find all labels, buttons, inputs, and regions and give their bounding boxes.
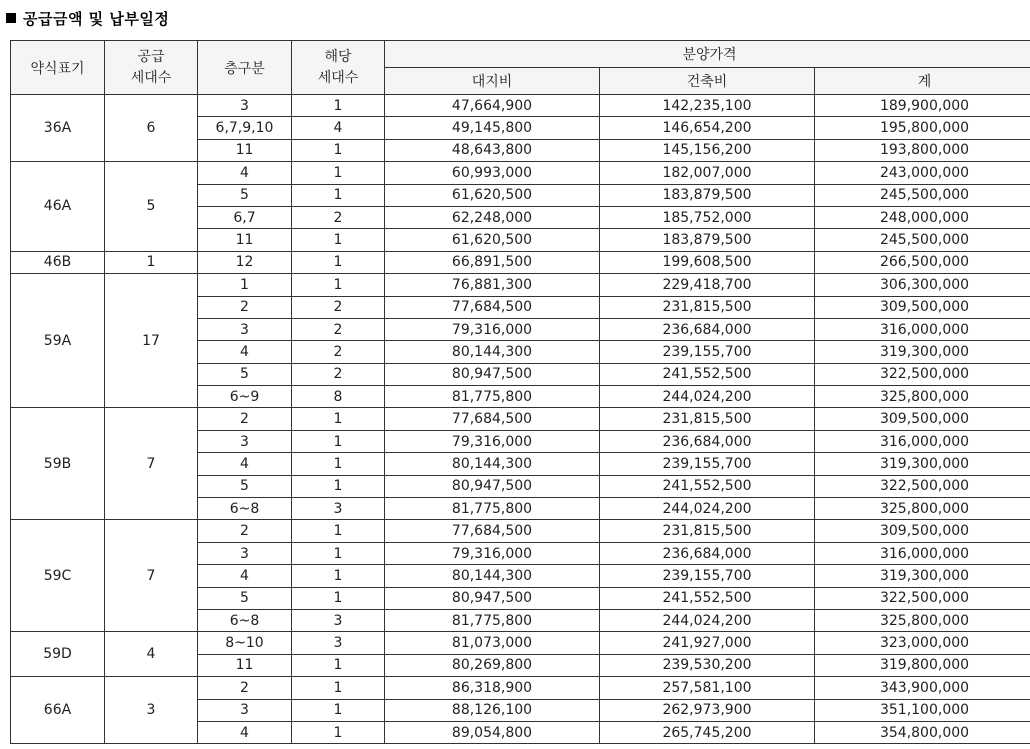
floor-cell: 2 xyxy=(198,677,292,699)
land-price-cell: 89,054,800 xyxy=(385,721,600,743)
header-building: 건축비 xyxy=(600,68,815,95)
count-cell: 1 xyxy=(292,520,385,542)
header-count-line1: 해당 xyxy=(324,48,352,65)
price-table-body xyxy=(11,95,1030,744)
land-price-cell: 62,248,000 xyxy=(385,206,600,228)
count-cell: 1 xyxy=(292,430,385,452)
count-cell: 2 xyxy=(292,363,385,385)
building-price-cell: 244,024,200 xyxy=(600,386,815,408)
building-price-cell: 185,752,000 xyxy=(600,206,815,228)
land-price-cell: 77,684,500 xyxy=(385,296,600,318)
square-bullet-icon xyxy=(6,13,16,23)
land-price-cell: 77,684,500 xyxy=(385,520,600,542)
header-total: 계 xyxy=(815,68,1030,95)
count-cell: 1 xyxy=(292,654,385,676)
building-price-cell: 244,024,200 xyxy=(600,498,815,520)
land-price-cell: 79,316,000 xyxy=(385,318,600,340)
building-price-cell: 236,684,000 xyxy=(600,430,815,452)
floor-cell: 3 xyxy=(198,430,292,452)
floor-cell: 5 xyxy=(198,184,292,206)
total-price-cell: 193,800,000 xyxy=(815,139,1030,161)
land-price-cell: 80,144,300 xyxy=(385,565,600,587)
floor-cell: 3 xyxy=(198,95,292,117)
supply-units-cell: 7 xyxy=(105,408,198,520)
total-price-cell: 322,500,000 xyxy=(815,475,1030,497)
header-land: 대지비 xyxy=(385,68,600,95)
building-price-cell: 239,530,200 xyxy=(600,654,815,676)
header-count xyxy=(292,41,385,95)
count-cell: 1 xyxy=(292,162,385,184)
floor-cell: 11 xyxy=(198,139,292,161)
header-type: 약식표기 xyxy=(11,41,105,95)
building-price-cell: 257,581,100 xyxy=(600,677,815,699)
land-price-cell: 80,947,500 xyxy=(385,587,600,609)
header-supply-units-line1: 공급 xyxy=(137,48,165,65)
table-row xyxy=(11,677,1030,699)
supply-units-cell: 7 xyxy=(105,520,198,632)
total-price-cell: 316,000,000 xyxy=(815,318,1030,340)
table-row xyxy=(11,632,1030,654)
total-price-cell: 322,500,000 xyxy=(815,363,1030,385)
table-row xyxy=(11,274,1030,296)
count-cell: 1 xyxy=(292,184,385,206)
building-price-cell: 241,927,000 xyxy=(600,632,815,654)
floor-cell: 3 xyxy=(198,699,292,721)
total-price-cell: 309,500,000 xyxy=(815,520,1030,542)
building-price-cell: 183,879,500 xyxy=(600,184,815,206)
count-cell: 3 xyxy=(292,609,385,631)
total-price-cell: 351,100,000 xyxy=(815,699,1030,721)
count-cell: 1 xyxy=(292,699,385,721)
count-cell: 1 xyxy=(292,408,385,430)
building-price-cell: 146,654,200 xyxy=(600,117,815,139)
type-cell: 59B xyxy=(11,408,105,520)
table-row xyxy=(11,251,1030,273)
count-cell: 1 xyxy=(292,565,385,587)
total-price-cell: 319,300,000 xyxy=(815,565,1030,587)
type-cell: 46A xyxy=(11,162,105,252)
land-price-cell: 80,947,500 xyxy=(385,363,600,385)
floor-cell: 4 xyxy=(198,341,292,363)
building-price-cell: 239,155,700 xyxy=(600,341,815,363)
table-row xyxy=(11,95,1030,117)
header-supply-units xyxy=(105,41,198,95)
floor-cell: 5 xyxy=(198,587,292,609)
floor-cell: 2 xyxy=(198,408,292,430)
floor-cell: 6,7 xyxy=(198,206,292,228)
building-price-cell: 182,007,000 xyxy=(600,162,815,184)
floor-cell: 8~10 xyxy=(198,632,292,654)
total-price-cell: 245,500,000 xyxy=(815,229,1030,251)
floor-cell: 1 xyxy=(198,274,292,296)
total-price-cell: 354,800,000 xyxy=(815,721,1030,743)
land-price-cell: 77,684,500 xyxy=(385,408,600,430)
floor-cell: 4 xyxy=(198,565,292,587)
land-price-cell: 76,881,300 xyxy=(385,274,600,296)
land-price-cell: 80,269,800 xyxy=(385,654,600,676)
header-price-group: 분양가격 xyxy=(385,41,1030,68)
supply-units-cell: 17 xyxy=(105,274,198,408)
building-price-cell: 244,024,200 xyxy=(600,609,815,631)
supply-units-cell: 1 xyxy=(105,251,198,273)
table-row xyxy=(11,408,1030,430)
land-price-cell: 66,891,500 xyxy=(385,251,600,273)
header-supply-units-line2: 세대수 xyxy=(130,69,172,86)
total-price-cell: 306,300,000 xyxy=(815,274,1030,296)
land-price-cell: 79,316,000 xyxy=(385,430,600,452)
count-cell: 2 xyxy=(292,296,385,318)
count-cell: 2 xyxy=(292,341,385,363)
total-price-cell: 243,000,000 xyxy=(815,162,1030,184)
header-count-line2: 세대수 xyxy=(317,69,359,86)
count-cell: 1 xyxy=(292,677,385,699)
count-cell: 1 xyxy=(292,251,385,273)
type-cell: 36A xyxy=(11,95,105,162)
floor-cell: 3 xyxy=(198,542,292,564)
building-price-cell: 142,235,100 xyxy=(600,95,815,117)
building-price-cell: 183,879,500 xyxy=(600,229,815,251)
land-price-cell: 80,144,300 xyxy=(385,453,600,475)
total-price-cell: 325,800,000 xyxy=(815,609,1030,631)
land-price-cell: 81,775,800 xyxy=(385,498,600,520)
total-price-cell: 266,500,000 xyxy=(815,251,1030,273)
floor-cell: 12 xyxy=(198,251,292,273)
total-price-cell: 316,000,000 xyxy=(815,542,1030,564)
total-price-cell: 245,500,000 xyxy=(815,184,1030,206)
type-cell: 59D xyxy=(11,632,105,677)
building-price-cell: 241,552,500 xyxy=(600,363,815,385)
floor-cell: 6~9 xyxy=(198,386,292,408)
type-cell: 59C xyxy=(11,520,105,632)
land-price-cell: 81,775,800 xyxy=(385,609,600,631)
building-price-cell: 231,815,500 xyxy=(600,408,815,430)
supply-units-cell: 3 xyxy=(105,677,198,744)
floor-cell: 5 xyxy=(198,363,292,385)
type-cell: 46B xyxy=(11,251,105,273)
count-cell: 3 xyxy=(292,632,385,654)
floor-cell: 4 xyxy=(198,162,292,184)
floor-cell: 6~8 xyxy=(198,498,292,520)
supply-units-cell: 5 xyxy=(105,162,198,252)
floor-cell: 3 xyxy=(198,318,292,340)
total-price-cell: 319,300,000 xyxy=(815,341,1030,363)
floor-cell: 2 xyxy=(198,520,292,542)
count-cell: 1 xyxy=(292,475,385,497)
building-price-cell: 231,815,500 xyxy=(600,296,815,318)
count-cell: 1 xyxy=(292,542,385,564)
total-price-cell: 343,900,000 xyxy=(815,677,1030,699)
floor-cell: 6~8 xyxy=(198,609,292,631)
land-price-cell: 88,126,100 xyxy=(385,699,600,721)
land-price-cell: 60,993,000 xyxy=(385,162,600,184)
count-cell: 1 xyxy=(292,274,385,296)
land-price-cell: 48,643,800 xyxy=(385,139,600,161)
total-price-cell: 323,000,000 xyxy=(815,632,1030,654)
total-price-cell: 325,800,000 xyxy=(815,498,1030,520)
count-cell: 1 xyxy=(292,721,385,743)
land-price-cell: 81,073,000 xyxy=(385,632,600,654)
floor-cell: 11 xyxy=(198,654,292,676)
supply-units-cell: 6 xyxy=(105,95,198,162)
count-cell: 1 xyxy=(292,587,385,609)
total-price-cell: 309,500,000 xyxy=(815,408,1030,430)
floor-cell: 4 xyxy=(198,721,292,743)
building-price-cell: 231,815,500 xyxy=(600,520,815,542)
total-price-cell: 248,000,000 xyxy=(815,206,1030,228)
land-price-cell: 79,316,000 xyxy=(385,542,600,564)
total-price-cell: 195,800,000 xyxy=(815,117,1030,139)
count-cell: 3 xyxy=(292,498,385,520)
floor-cell: 11 xyxy=(198,229,292,251)
table-row xyxy=(11,162,1030,184)
total-price-cell: 189,900,000 xyxy=(815,95,1030,117)
header-floor: 층구분 xyxy=(198,41,292,95)
floor-cell: 4 xyxy=(198,453,292,475)
table-row xyxy=(11,520,1030,542)
building-price-cell: 239,155,700 xyxy=(600,565,815,587)
price-table-header xyxy=(11,41,1030,95)
count-cell: 4 xyxy=(292,117,385,139)
building-price-cell: 239,155,700 xyxy=(600,453,815,475)
total-price-cell: 319,800,000 xyxy=(815,654,1030,676)
land-price-cell: 49,145,800 xyxy=(385,117,600,139)
type-cell: 66A xyxy=(11,677,105,744)
type-cell: 59A xyxy=(11,274,105,408)
count-cell: 2 xyxy=(292,318,385,340)
section-title-text: 공급금액 및 납부일정 xyxy=(23,10,170,28)
floor-cell: 6,7,9,10 xyxy=(198,117,292,139)
count-cell: 1 xyxy=(292,229,385,251)
land-price-cell: 81,775,800 xyxy=(385,386,600,408)
total-price-cell: 322,500,000 xyxy=(815,587,1030,609)
total-price-cell: 319,300,000 xyxy=(815,453,1030,475)
section-title xyxy=(6,8,169,29)
building-price-cell: 229,418,700 xyxy=(600,274,815,296)
count-cell: 2 xyxy=(292,206,385,228)
land-price-cell: 47,664,900 xyxy=(385,95,600,117)
land-price-cell: 80,947,500 xyxy=(385,475,600,497)
supply-units-cell: 4 xyxy=(105,632,198,677)
building-price-cell: 236,684,000 xyxy=(600,318,815,340)
building-price-cell: 236,684,000 xyxy=(600,542,815,564)
count-cell: 1 xyxy=(292,453,385,475)
count-cell: 1 xyxy=(292,95,385,117)
land-price-cell: 61,620,500 xyxy=(385,184,600,206)
count-cell: 8 xyxy=(292,386,385,408)
building-price-cell: 199,608,500 xyxy=(600,251,815,273)
price-table xyxy=(10,40,1030,744)
land-price-cell: 86,318,900 xyxy=(385,677,600,699)
land-price-cell: 61,620,500 xyxy=(385,229,600,251)
building-price-cell: 241,552,500 xyxy=(600,587,815,609)
total-price-cell: 309,500,000 xyxy=(815,296,1030,318)
count-cell: 1 xyxy=(292,139,385,161)
land-price-cell: 80,144,300 xyxy=(385,341,600,363)
building-price-cell: 265,745,200 xyxy=(600,721,815,743)
total-price-cell: 325,800,000 xyxy=(815,386,1030,408)
building-price-cell: 241,552,500 xyxy=(600,475,815,497)
building-price-cell: 145,156,200 xyxy=(600,139,815,161)
total-price-cell: 316,000,000 xyxy=(815,430,1030,452)
building-price-cell: 262,973,900 xyxy=(600,699,815,721)
floor-cell: 2 xyxy=(198,296,292,318)
floor-cell: 5 xyxy=(198,475,292,497)
